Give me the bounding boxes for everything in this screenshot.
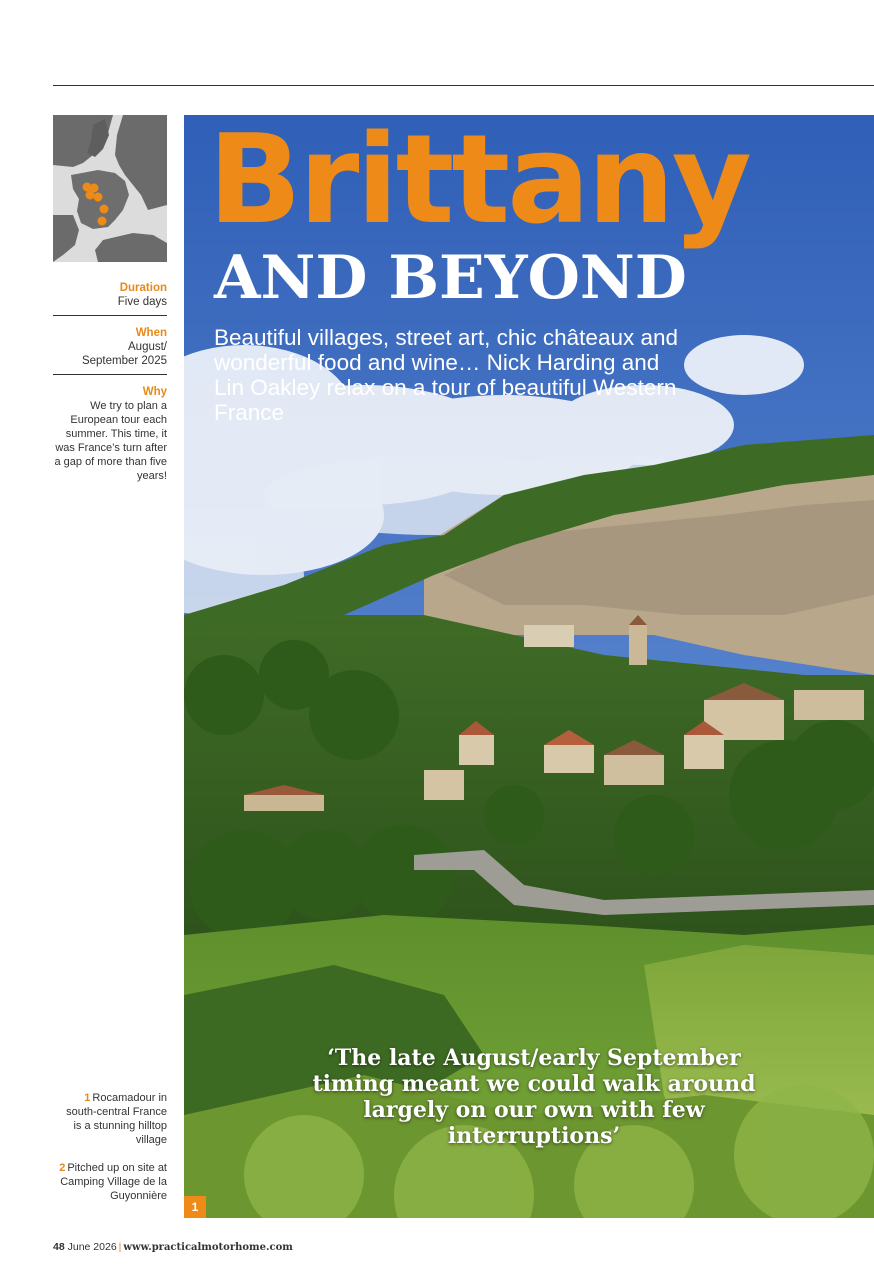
hero-photo bbox=[184, 115, 874, 1218]
fact-label: Why bbox=[142, 386, 167, 398]
caption-1 bbox=[53, 1091, 167, 1147]
page-footer bbox=[53, 1241, 293, 1253]
pull-quote: ‘The late August/early September timing meant we could walk around largely on our own with few interruptions’ bbox=[312, 1045, 756, 1149]
caption-2 bbox=[53, 1161, 167, 1203]
fact-label: Duration bbox=[119, 282, 167, 294]
fact-when bbox=[53, 315, 167, 374]
fact-label: When bbox=[135, 327, 167, 339]
fact-panel bbox=[53, 281, 167, 489]
fact-why bbox=[53, 374, 167, 489]
caption-number: 2 bbox=[59, 1162, 66, 1174]
fact-value: We try to plan a European tour each summer. This time, it was France’s turn after a gap of more than five years! bbox=[54, 400, 167, 482]
fact-duration bbox=[53, 281, 167, 315]
fact-value: August/ September 2025 bbox=[81, 341, 167, 367]
caption-number: 1 bbox=[84, 1092, 91, 1104]
top-rule bbox=[53, 85, 874, 86]
article-subtitle: AND BEYOND bbox=[214, 243, 687, 313]
website-link[interactable]: www.practicalmotorhome.com bbox=[123, 1242, 293, 1253]
route-map bbox=[53, 115, 167, 262]
issue-date: June 2026 bbox=[67, 1241, 117, 1253]
page-number: 48 bbox=[53, 1241, 65, 1253]
footer-separator: | bbox=[118, 1241, 122, 1253]
photo-captions bbox=[53, 1091, 167, 1217]
photo-number-badge: 1 bbox=[184, 1196, 206, 1218]
caption-text: Pitched up on site at Camping Village de la Guyonnière bbox=[60, 1162, 167, 1202]
article-title: Brittany bbox=[208, 115, 749, 252]
caption-text: Rocamadour in south-central France is a stunning hilltop village bbox=[66, 1092, 167, 1146]
fact-value: Five days bbox=[117, 296, 167, 308]
standfirst: Beautiful villages, street art, chic châteaux and wonderful food and wine… Nick Harding and Lin Oakley relax on a tour of beautiful Western France bbox=[214, 325, 679, 425]
